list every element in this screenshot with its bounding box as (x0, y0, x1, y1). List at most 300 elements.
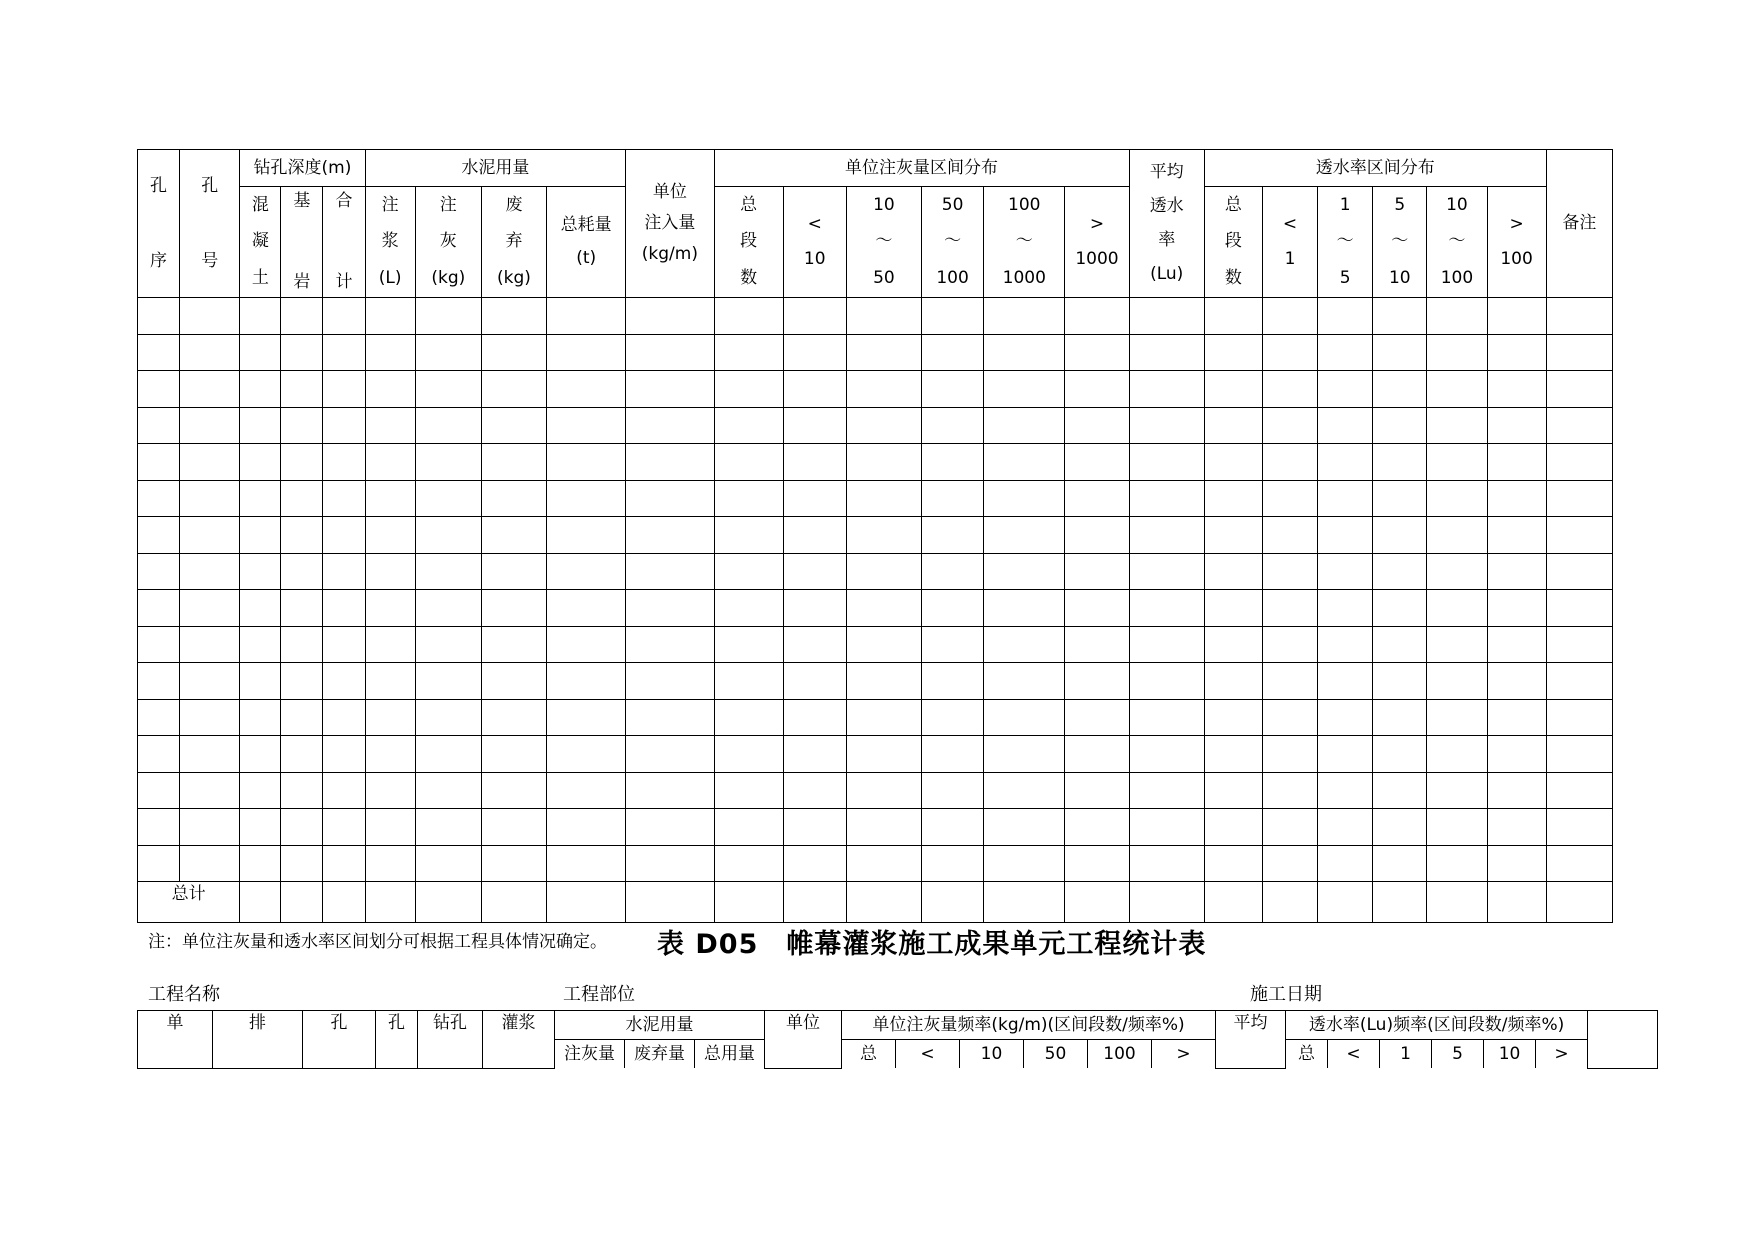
data-cell[interactable] (1373, 553, 1427, 590)
data-cell[interactable] (783, 590, 846, 627)
data-cell[interactable] (180, 371, 240, 408)
data-cell[interactable] (1204, 298, 1262, 335)
data-cell[interactable] (1373, 334, 1427, 371)
data-cell[interactable] (547, 590, 626, 627)
data-cell[interactable] (846, 809, 921, 846)
data-cell[interactable] (1318, 480, 1373, 517)
data-cell[interactable] (626, 845, 714, 882)
data-cell[interactable] (1427, 663, 1487, 700)
data-cell[interactable] (1129, 371, 1204, 408)
data-cell[interactable] (714, 407, 783, 444)
total-cell[interactable] (1129, 882, 1204, 923)
data-cell[interactable] (783, 517, 846, 554)
data-cell[interactable] (547, 480, 626, 517)
data-cell[interactable] (1262, 772, 1317, 809)
data-cell[interactable] (415, 809, 481, 846)
data-cell[interactable] (138, 699, 180, 736)
data-cell[interactable] (415, 480, 481, 517)
data-cell[interactable] (1204, 407, 1262, 444)
data-cell[interactable] (1262, 553, 1317, 590)
data-cell[interactable] (1065, 407, 1129, 444)
data-cell[interactable] (922, 626, 984, 663)
data-cell[interactable] (415, 699, 481, 736)
data-cell[interactable] (180, 407, 240, 444)
data-cell[interactable] (1373, 407, 1427, 444)
data-cell[interactable] (481, 845, 546, 882)
data-cell[interactable] (323, 407, 365, 444)
data-cell[interactable] (180, 699, 240, 736)
data-cell[interactable] (1427, 845, 1487, 882)
data-cell[interactable] (281, 444, 323, 481)
data-cell[interactable] (415, 298, 481, 335)
data-cell[interactable] (846, 553, 921, 590)
data-cell[interactable] (365, 444, 415, 481)
data-cell[interactable] (1487, 809, 1546, 846)
data-cell[interactable] (1129, 298, 1204, 335)
data-cell[interactable] (714, 480, 783, 517)
data-cell[interactable] (180, 480, 240, 517)
data-cell[interactable] (281, 371, 323, 408)
data-cell[interactable] (1318, 407, 1373, 444)
data-cell[interactable] (138, 444, 180, 481)
data-cell[interactable] (138, 809, 180, 846)
data-cell[interactable] (281, 845, 323, 882)
data-cell[interactable] (1427, 626, 1487, 663)
data-cell[interactable] (984, 480, 1065, 517)
data-cell[interactable] (323, 517, 365, 554)
data-cell[interactable] (1262, 699, 1317, 736)
data-cell[interactable] (481, 772, 546, 809)
data-cell[interactable] (1373, 626, 1427, 663)
data-cell[interactable] (1427, 772, 1487, 809)
data-cell[interactable] (1318, 772, 1373, 809)
data-cell[interactable] (547, 334, 626, 371)
data-cell[interactable] (1487, 845, 1546, 882)
data-cell[interactable] (783, 845, 846, 882)
data-cell[interactable] (281, 407, 323, 444)
data-cell[interactable] (1546, 517, 1612, 554)
data-cell[interactable] (1427, 590, 1487, 627)
data-cell[interactable] (240, 334, 281, 371)
data-cell[interactable] (481, 298, 546, 335)
data-cell[interactable] (481, 663, 546, 700)
data-cell[interactable] (922, 699, 984, 736)
data-cell[interactable] (180, 772, 240, 809)
data-cell[interactable] (984, 517, 1065, 554)
data-cell[interactable] (365, 772, 415, 809)
total-cell[interactable] (323, 882, 365, 923)
data-cell[interactable] (714, 736, 783, 773)
data-cell[interactable] (180, 845, 240, 882)
data-cell[interactable] (1129, 772, 1204, 809)
data-cell[interactable] (1487, 517, 1546, 554)
data-cell[interactable] (281, 772, 323, 809)
data-cell[interactable] (415, 371, 481, 408)
data-cell[interactable] (1487, 590, 1546, 627)
data-cell[interactable] (415, 845, 481, 882)
data-cell[interactable] (783, 371, 846, 408)
data-cell[interactable] (240, 298, 281, 335)
data-cell[interactable] (1204, 553, 1262, 590)
data-cell[interactable] (1373, 590, 1427, 627)
data-cell[interactable] (138, 845, 180, 882)
data-cell[interactable] (547, 845, 626, 882)
data-cell[interactable] (1487, 663, 1546, 700)
total-cell[interactable] (1318, 882, 1373, 923)
data-cell[interactable] (281, 553, 323, 590)
data-cell[interactable] (365, 334, 415, 371)
data-cell[interactable] (922, 517, 984, 554)
data-cell[interactable] (547, 699, 626, 736)
data-cell[interactable] (365, 298, 415, 335)
data-cell[interactable] (240, 772, 281, 809)
data-cell[interactable] (846, 626, 921, 663)
data-cell[interactable] (626, 809, 714, 846)
data-cell[interactable] (1262, 407, 1317, 444)
data-cell[interactable] (240, 517, 281, 554)
total-cell[interactable] (783, 882, 846, 923)
data-cell[interactable] (922, 407, 984, 444)
data-cell[interactable] (138, 626, 180, 663)
data-cell[interactable] (323, 663, 365, 700)
data-cell[interactable] (240, 699, 281, 736)
data-cell[interactable] (1427, 699, 1487, 736)
data-cell[interactable] (1427, 553, 1487, 590)
data-cell[interactable] (1129, 334, 1204, 371)
data-cell[interactable] (1546, 590, 1612, 627)
data-cell[interactable] (922, 663, 984, 700)
data-cell[interactable] (1129, 553, 1204, 590)
data-cell[interactable] (415, 590, 481, 627)
total-cell[interactable] (1546, 882, 1612, 923)
data-cell[interactable] (1487, 298, 1546, 335)
data-cell[interactable] (240, 845, 281, 882)
data-cell[interactable] (415, 444, 481, 481)
data-cell[interactable] (1546, 334, 1612, 371)
data-cell[interactable] (365, 371, 415, 408)
data-cell[interactable] (783, 699, 846, 736)
total-cell[interactable] (415, 882, 481, 923)
data-cell[interactable] (547, 736, 626, 773)
data-cell[interactable] (846, 334, 921, 371)
data-cell[interactable] (281, 480, 323, 517)
total-cell[interactable] (1487, 882, 1546, 923)
data-cell[interactable] (365, 626, 415, 663)
data-cell[interactable] (547, 298, 626, 335)
total-cell[interactable] (1262, 882, 1317, 923)
data-cell[interactable] (1204, 699, 1262, 736)
data-cell[interactable] (1427, 736, 1487, 773)
data-cell[interactable] (1546, 809, 1612, 846)
total-cell[interactable] (984, 882, 1065, 923)
data-cell[interactable] (1262, 663, 1317, 700)
data-cell[interactable] (1373, 371, 1427, 408)
data-cell[interactable] (281, 663, 323, 700)
data-cell[interactable] (1373, 699, 1427, 736)
data-cell[interactable] (323, 772, 365, 809)
data-cell[interactable] (415, 663, 481, 700)
data-cell[interactable] (365, 699, 415, 736)
data-cell[interactable] (1129, 590, 1204, 627)
data-cell[interactable] (1129, 444, 1204, 481)
data-cell[interactable] (547, 371, 626, 408)
data-cell[interactable] (240, 809, 281, 846)
data-cell[interactable] (323, 334, 365, 371)
data-cell[interactable] (783, 772, 846, 809)
data-cell[interactable] (1427, 371, 1487, 408)
total-cell[interactable] (281, 882, 323, 923)
data-cell[interactable] (323, 736, 365, 773)
data-cell[interactable] (783, 334, 846, 371)
data-cell[interactable] (281, 809, 323, 846)
data-cell[interactable] (1129, 517, 1204, 554)
data-cell[interactable] (1373, 663, 1427, 700)
data-cell[interactable] (626, 553, 714, 590)
data-cell[interactable] (984, 334, 1065, 371)
data-cell[interactable] (481, 590, 546, 627)
data-cell[interactable] (365, 553, 415, 590)
data-cell[interactable] (281, 298, 323, 335)
data-cell[interactable] (1262, 371, 1317, 408)
data-cell[interactable] (1427, 334, 1487, 371)
data-cell[interactable] (180, 626, 240, 663)
data-cell[interactable] (714, 626, 783, 663)
data-cell[interactable] (1487, 334, 1546, 371)
data-cell[interactable] (1373, 845, 1427, 882)
data-cell[interactable] (1318, 553, 1373, 590)
data-cell[interactable] (1318, 517, 1373, 554)
data-cell[interactable] (1318, 626, 1373, 663)
data-cell[interactable] (415, 553, 481, 590)
data-cell[interactable] (1204, 845, 1262, 882)
data-cell[interactable] (240, 663, 281, 700)
data-cell[interactable] (1129, 626, 1204, 663)
data-cell[interactable] (626, 480, 714, 517)
data-cell[interactable] (714, 371, 783, 408)
data-cell[interactable] (323, 480, 365, 517)
data-cell[interactable] (1487, 553, 1546, 590)
data-cell[interactable] (1546, 626, 1612, 663)
data-cell[interactable] (481, 334, 546, 371)
data-cell[interactable] (281, 736, 323, 773)
data-cell[interactable] (783, 480, 846, 517)
data-cell[interactable] (783, 553, 846, 590)
data-cell[interactable] (783, 298, 846, 335)
data-cell[interactable] (846, 699, 921, 736)
data-cell[interactable] (1373, 736, 1427, 773)
data-cell[interactable] (415, 517, 481, 554)
data-cell[interactable] (984, 736, 1065, 773)
data-cell[interactable] (846, 371, 921, 408)
data-cell[interactable] (1262, 480, 1317, 517)
total-cell[interactable] (1427, 882, 1487, 923)
data-cell[interactable] (1427, 517, 1487, 554)
data-cell[interactable] (1546, 699, 1612, 736)
data-cell[interactable] (984, 699, 1065, 736)
data-cell[interactable] (1204, 444, 1262, 481)
data-cell[interactable] (240, 590, 281, 627)
data-cell[interactable] (281, 517, 323, 554)
data-cell[interactable] (415, 626, 481, 663)
data-cell[interactable] (240, 553, 281, 590)
data-cell[interactable] (1065, 553, 1129, 590)
data-cell[interactable] (1065, 444, 1129, 481)
data-cell[interactable] (365, 845, 415, 882)
data-cell[interactable] (626, 699, 714, 736)
data-cell[interactable] (1204, 626, 1262, 663)
data-cell[interactable] (1318, 298, 1373, 335)
data-cell[interactable] (415, 334, 481, 371)
data-cell[interactable] (180, 298, 240, 335)
data-cell[interactable] (783, 809, 846, 846)
data-cell[interactable] (415, 736, 481, 773)
data-cell[interactable] (481, 444, 546, 481)
data-cell[interactable] (922, 334, 984, 371)
data-cell[interactable] (1204, 809, 1262, 846)
data-cell[interactable] (1487, 480, 1546, 517)
data-cell[interactable] (180, 663, 240, 700)
data-cell[interactable] (714, 845, 783, 882)
data-cell[interactable] (846, 298, 921, 335)
data-cell[interactable] (1373, 444, 1427, 481)
data-cell[interactable] (1318, 334, 1373, 371)
data-cell[interactable] (138, 553, 180, 590)
data-cell[interactable] (180, 809, 240, 846)
data-cell[interactable] (365, 736, 415, 773)
data-cell[interactable] (1065, 626, 1129, 663)
data-cell[interactable] (922, 809, 984, 846)
total-cell[interactable] (481, 882, 546, 923)
data-cell[interactable] (1318, 590, 1373, 627)
data-cell[interactable] (1065, 663, 1129, 700)
data-cell[interactable] (180, 517, 240, 554)
data-cell[interactable] (1373, 298, 1427, 335)
data-cell[interactable] (846, 663, 921, 700)
data-cell[interactable] (984, 444, 1065, 481)
data-cell[interactable] (323, 626, 365, 663)
data-cell[interactable] (1487, 444, 1546, 481)
data-cell[interactable] (1129, 809, 1204, 846)
data-cell[interactable] (1487, 772, 1546, 809)
data-cell[interactable] (626, 663, 714, 700)
data-cell[interactable] (714, 663, 783, 700)
data-cell[interactable] (138, 298, 180, 335)
data-cell[interactable] (984, 845, 1065, 882)
data-cell[interactable] (1373, 517, 1427, 554)
data-cell[interactable] (626, 334, 714, 371)
data-cell[interactable] (1065, 480, 1129, 517)
data-cell[interactable] (1318, 699, 1373, 736)
data-cell[interactable] (984, 407, 1065, 444)
data-cell[interactable] (481, 626, 546, 663)
data-cell[interactable] (481, 407, 546, 444)
data-cell[interactable] (714, 517, 783, 554)
data-cell[interactable] (1065, 809, 1129, 846)
data-cell[interactable] (714, 772, 783, 809)
data-cell[interactable] (1129, 736, 1204, 773)
data-cell[interactable] (626, 371, 714, 408)
data-cell[interactable] (1065, 699, 1129, 736)
data-cell[interactable] (1204, 371, 1262, 408)
data-cell[interactable] (323, 809, 365, 846)
data-cell[interactable] (281, 590, 323, 627)
data-cell[interactable] (714, 553, 783, 590)
total-cell[interactable] (1204, 882, 1262, 923)
total-cell[interactable] (365, 882, 415, 923)
data-cell[interactable] (138, 663, 180, 700)
data-cell[interactable] (984, 553, 1065, 590)
data-cell[interactable] (323, 371, 365, 408)
data-cell[interactable] (1204, 736, 1262, 773)
data-cell[interactable] (240, 371, 281, 408)
data-cell[interactable] (1318, 444, 1373, 481)
data-cell[interactable] (323, 699, 365, 736)
data-cell[interactable] (1487, 371, 1546, 408)
data-cell[interactable] (922, 444, 984, 481)
data-cell[interactable] (1487, 699, 1546, 736)
data-cell[interactable] (1373, 772, 1427, 809)
data-cell[interactable] (240, 626, 281, 663)
data-cell[interactable] (138, 736, 180, 773)
data-cell[interactable] (922, 298, 984, 335)
data-cell[interactable] (984, 626, 1065, 663)
data-cell[interactable] (365, 809, 415, 846)
data-cell[interactable] (547, 626, 626, 663)
total-cell[interactable] (240, 882, 281, 923)
data-cell[interactable] (1546, 736, 1612, 773)
data-cell[interactable] (846, 480, 921, 517)
data-cell[interactable] (714, 444, 783, 481)
data-cell[interactable] (626, 590, 714, 627)
data-cell[interactable] (138, 407, 180, 444)
data-cell[interactable] (481, 736, 546, 773)
data-cell[interactable] (783, 736, 846, 773)
data-cell[interactable] (481, 371, 546, 408)
data-cell[interactable] (922, 772, 984, 809)
data-cell[interactable] (984, 772, 1065, 809)
data-cell[interactable] (1318, 663, 1373, 700)
data-cell[interactable] (626, 407, 714, 444)
data-cell[interactable] (714, 590, 783, 627)
total-cell[interactable] (846, 882, 921, 923)
data-cell[interactable] (138, 480, 180, 517)
total-cell[interactable] (1373, 882, 1427, 923)
data-cell[interactable] (365, 407, 415, 444)
data-cell[interactable] (1262, 845, 1317, 882)
data-cell[interactable] (138, 334, 180, 371)
data-cell[interactable] (922, 371, 984, 408)
data-cell[interactable] (783, 626, 846, 663)
data-cell[interactable] (1065, 845, 1129, 882)
data-cell[interactable] (415, 407, 481, 444)
data-cell[interactable] (1487, 736, 1546, 773)
data-cell[interactable] (1546, 407, 1612, 444)
data-cell[interactable] (846, 517, 921, 554)
data-cell[interactable] (626, 517, 714, 554)
data-cell[interactable] (1546, 663, 1612, 700)
data-cell[interactable] (1546, 772, 1612, 809)
data-cell[interactable] (1129, 699, 1204, 736)
data-cell[interactable] (846, 407, 921, 444)
data-cell[interactable] (984, 371, 1065, 408)
data-cell[interactable] (180, 334, 240, 371)
data-cell[interactable] (323, 845, 365, 882)
data-cell[interactable] (481, 480, 546, 517)
data-cell[interactable] (783, 444, 846, 481)
data-cell[interactable] (1204, 590, 1262, 627)
data-cell[interactable] (365, 590, 415, 627)
total-cell[interactable] (626, 882, 714, 923)
